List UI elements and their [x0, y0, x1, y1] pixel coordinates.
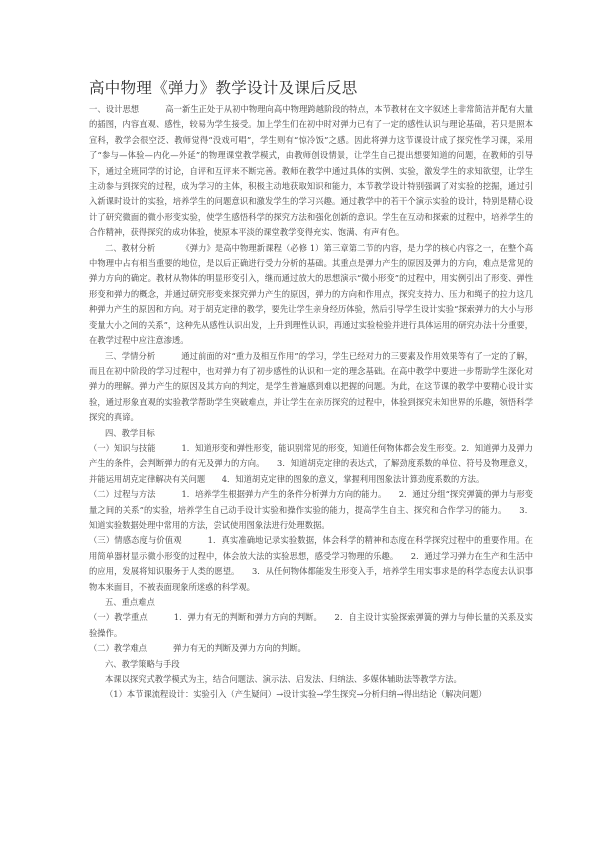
- section-lead: 三、学情分析: [105, 350, 156, 361]
- keypoint-focus: [89, 610, 533, 641]
- strategy-flow: （1）本节课流程设计：实验引入（产生疑问）→设计实验→学生探究→分析归纳→得出结论（解决问题）: [105, 689, 487, 700]
- keypoint-text: 1．弹力有无的判断和弹力方向的判断。 2．自主设计实验探索弹簧的弹力与伸长量的关系及实验操作。: [89, 612, 533, 638]
- keypoint-difficulty: [89, 641, 533, 656]
- goal-lead: （二）过程与方法: [89, 489, 156, 500]
- section-textbook-analysis: [89, 241, 533, 349]
- goal-attitude: [89, 533, 533, 595]
- goal-lead: （一）知识与技能: [89, 442, 156, 453]
- keypoint-lead: （二）教学难点: [89, 643, 148, 654]
- goal-process: [89, 487, 533, 533]
- section-learner-analysis: [89, 349, 533, 426]
- keypoints-heading: 五、重点难点: [105, 597, 155, 607]
- document-title: 高中物理《弹力》教学设计及课后反思: [89, 79, 358, 97]
- goal-text: 1．真实准确地记录实验数据，体会科学的精神和态度在科学探究过程中的重要作用。在用简单器材显示微小形变的过程中，体会放大法的实验思想，感受学习物理的乐趣。 2．通过学习弹力在生产和生活中的应用，发展将知识服务于人类的愿望。 3．从任何物体都能发生形变入手，培养学生用实事求是的科学态度去认识事物本来面目，不被表面现象所迷惑的科学观。: [89, 535, 533, 592]
- keypoint-lead: （一）教学重点: [89, 612, 148, 623]
- strategy-heading: 六、教学策略与手段: [105, 658, 180, 669]
- section-text: 《弹力》是高中物理新课程（必修 1）第三章第二节的内容，是力学的核心内容之一，在整个高中物理中占有相当重要的地位，是以后正确进行受力分析的基础。其重点是弹力产生的原因及弹力的方向，难点是常见的弹力方向的确定。教材从物体的明显形变引入，继而通过放大的思想演示“微小形变”的过程中，用实例引出了形变、弹性形变和弹力的概念，并通过研究形变来探究弹力产生的原因，弹力的方向和作用点，探究支持力、压力和绳子的拉力这几种弹力产生的原因和方向。对于胡克定律的教学，要先让学生亲身经历体验，然后引导学生设计实验“探索弹力的大小与形变量大小之间的关系”，这种先从感性认识出发，上升到理性认识，再通过实验检验并进行具体运用的研究办法十分重要，在教学过程中应注意渗透。: [89, 242, 533, 346]
- section-design-idea: [89, 102, 533, 241]
- keypoint-text: 弹力有无的判断及弹力方向的判断。: [173, 643, 306, 654]
- goal-text: 1．培养学生根据弹力产生的条件分析弹力方向的能力。 2．通过分组“探究弹簧的弹力与形变量之间的关系”的实验，培养学生自己动手设计实验和操作实验的能力，提高学生自主、探究和合作学习的能力。 3．知道实验数据处理中常用的方法，尝试使用图象法进行处理数据。: [89, 489, 533, 530]
- goal-text: 1．知道形变和弹性形变，能识别常见的形变，知道任何物体都会发生形变。2．知道弹力及弹力产生的条件，会判断弹力的有无及弹力的方向。 3．知道胡克定律的表达式，了解劲度系数的单位、符号及物理意义，并能运用胡克定律解决有关问题 4．知道胡克定律的图象的意义，掌握利用图象法计算劲度系数的方法。: [89, 442, 533, 484]
- section-lead: 二、教材分析: [105, 242, 156, 253]
- goal-knowledge: [89, 441, 533, 487]
- strategy-text: 本课以探究式教学模式为主，结合问题法、演示法、启发法、归纳法、多媒体辅助法等教学方法。: [105, 674, 462, 685]
- section-lead: 一、设计思想: [89, 104, 140, 114]
- section-text: 通过前面的对“重力及相互作用”的学习，学生已经对力的三要素及作用效果等有了一定的了解，而且在初中阶段的学习过程中，也对弹力有了初步感性的认识和一定的理念基础。在高中教学中要进一步帮助学生深化对弹力的理解。弹力产生的原因及其方向的判定，是学生普遍感到难以把握的问题。为此，在这节课的教学中要精心设计实验，通过形象直观的实验教学帮助学生突破难点，并让学生在亲历探究的过程中，体验到探究未知世界的乐趣，领悟科学探究的真谛。: [89, 350, 533, 423]
- section-text: 高一新生正处于从初中物理向高中物理跨越阶段的特点，本节教材在文字叙述上非常简洁并配有大量的插图，内容直观、感性，较易为学生接受。加上学生们在初中时对弹力已有了一定的感性认识与理论基础，若只是照本宣科，教学会很空泛、教师觉得“没戏可唱”，学生则有“惊冷饭”之感。因此将弹力这节课设计成了探究性学习课，采用了“参与—体验—内化—外延”的物理课堂教学模式，由教师创设情景，让学生自己提出想要知道的问题，在教师的引导下，通过全班同学的讨论，自评和互评来不断完善。教师在教学中通过具体的实例、实验，激发学生的求知欲望，让学生主动参与到探究的过程，成为学习的主体，积极主动地获取知识和能力，本节教学设计特别强调了对实验的挖掘，通过引入新课时设计的实验，培养学生的问题意识和激发学生的学习兴趣。通过教学中的若干个演示实验的设计，特别是精心设计了研究微面的微小形变实验，使学生感悟科学的探究方法和强化创新的意识。学生在互动和探索的过程中，培养学生的合作精神，获得探究的成功体验，使原本平淡的课堂教学变得充实、饱满、有声有色。: [89, 104, 533, 238]
- goals-heading: 四、教学目标: [105, 427, 155, 438]
- goal-lead: （三）情感态度与价值观: [89, 535, 182, 546]
